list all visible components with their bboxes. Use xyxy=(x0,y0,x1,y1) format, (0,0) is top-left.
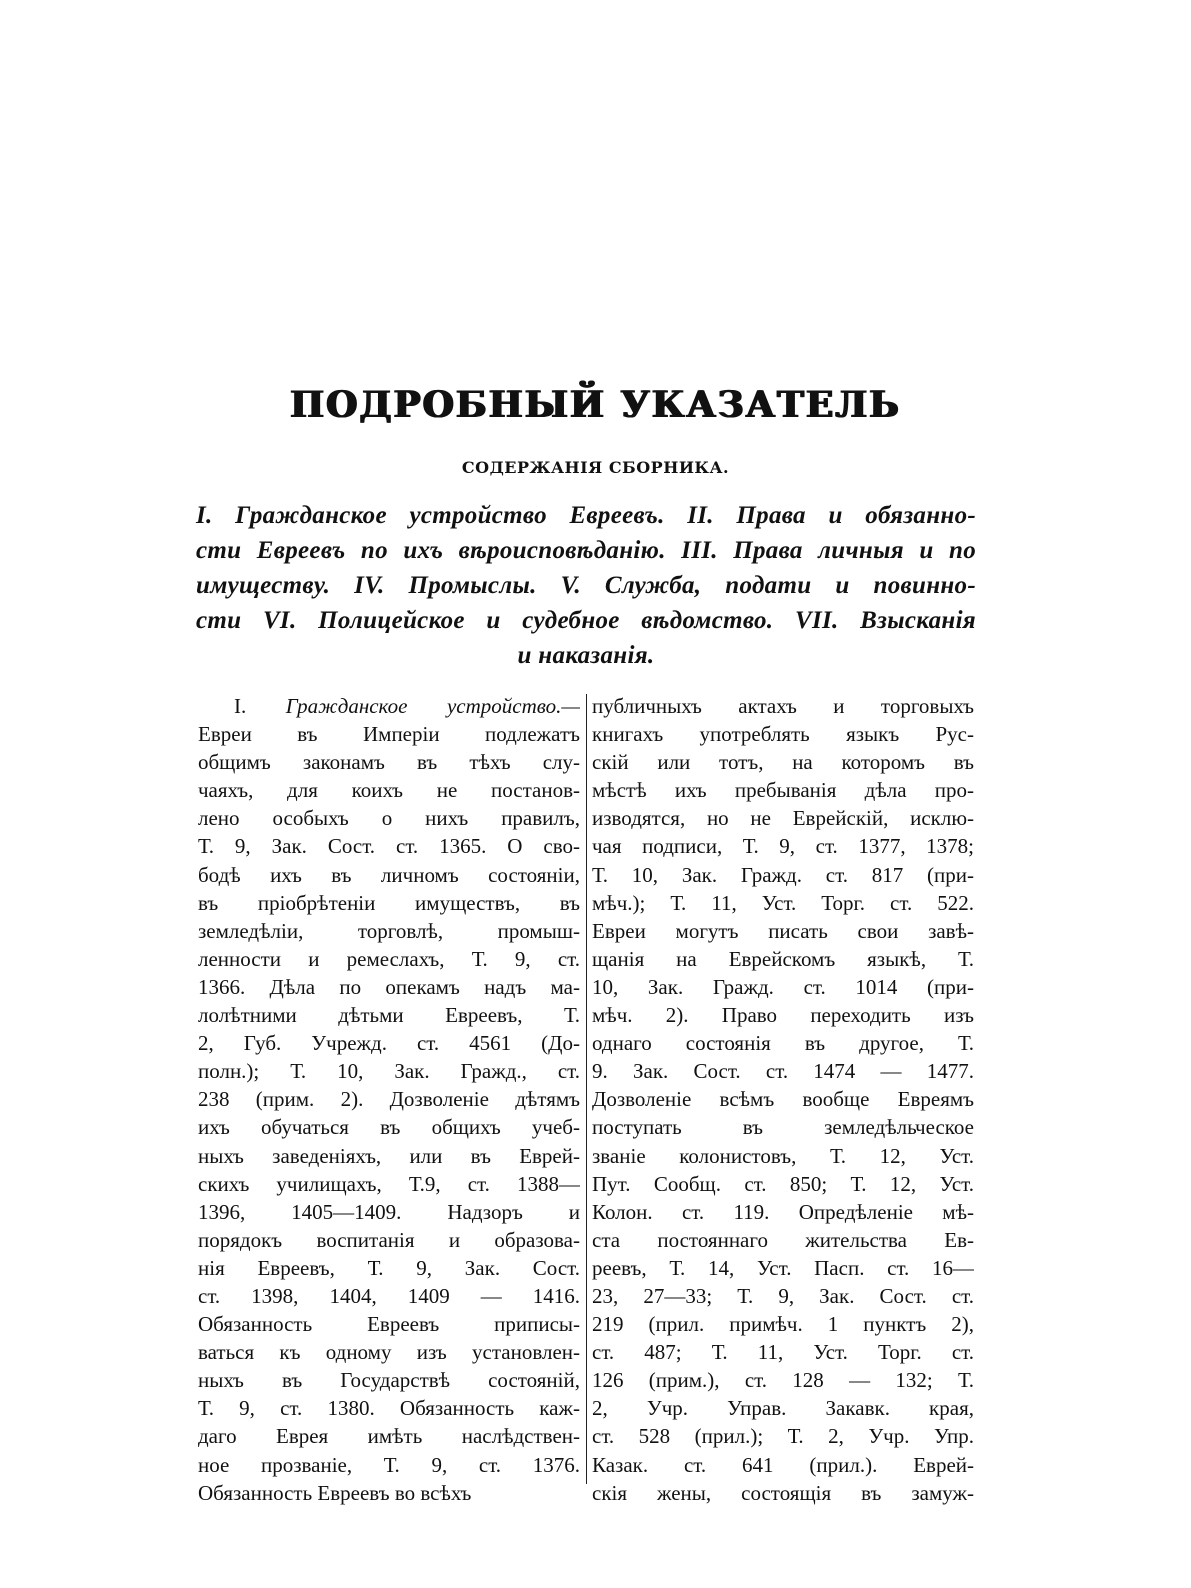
text-line: поступать въ земледѣльческое xyxy=(592,1115,974,1140)
text-line: ст. 487; Т. 11, Уст. Торг. ст. xyxy=(592,1340,974,1365)
text-line: скія жены, состоящія въ замуж- xyxy=(592,1480,974,1505)
text-line: чая подписи, Т. 9, ст. 1377, 1378; xyxy=(592,834,974,859)
text-line: 10, Зак. Гражд. ст. 1014 (при- xyxy=(592,974,974,999)
section-heading: Гражданское устройство.— xyxy=(285,694,580,718)
text-line: ихъ обучаться въ общихъ учеб- xyxy=(198,1115,580,1140)
text-line: 2, Губ. Учрежд. ст. 4561 (До- xyxy=(198,1031,580,1056)
text-line: чаяхъ, для коихъ не постанов- xyxy=(198,778,580,803)
text-line: 1366. Дѣла по опекамъ надъ ма- xyxy=(198,974,580,999)
text-line: книгахъ употреблять языкъ Рус- xyxy=(592,722,974,747)
text-line: Т. 9, Зак. Сост. ст. 1365. О сво- xyxy=(198,834,580,859)
text-line: щанія на Еврейскомъ языкѣ, Т. xyxy=(592,946,974,971)
text-line: ленности и ремеслахъ, Т. 9, ст. xyxy=(198,946,580,971)
text-line: въ пріобрѣтеніи имуществъ, въ xyxy=(198,890,580,915)
text-line: полн.); Т. 10, Зак. Гражд., ст. xyxy=(198,1059,580,1084)
text-line: бодѣ ихъ въ личномъ состояніи, xyxy=(198,862,580,887)
text-line: порядокъ воспитанія и образова- xyxy=(198,1227,580,1252)
text-line: званіе колонистовъ, Т. 12, Уст. xyxy=(592,1143,974,1168)
text-line: реевъ, Т. 14, Уст. Пасп. ст. 16— xyxy=(592,1255,974,1280)
text-line: ст. 1398, 1404, 1409 — 1416. xyxy=(198,1283,580,1308)
text-line: нія Евреевъ, Т. 9, Зак. Сост. xyxy=(198,1255,580,1280)
text-line: мѣч.); Т. 11, Уст. Торг. ст. 522. xyxy=(592,890,974,915)
text-line: лено особыхъ о нихъ правилъ, xyxy=(198,806,580,831)
text-line: ныхъ заведеніяхъ, или въ Еврей- xyxy=(198,1143,580,1168)
text-line: ныхъ въ Государствѣ состояній, xyxy=(198,1368,580,1393)
text-line: однаго состоянія въ другое, Т. xyxy=(592,1031,974,1056)
text-line: Евреи въ Имперіи подлежатъ xyxy=(198,722,580,747)
section-heading-line xyxy=(198,692,580,720)
text-line: Т. 9, ст. 1380. Обязанность каж- xyxy=(198,1396,580,1421)
left-column xyxy=(198,692,580,1507)
page-title: ПОДРОБНЫЙ УКАЗАТЕЛЬ xyxy=(290,384,901,426)
right-column xyxy=(592,692,974,1507)
contents-line: и наказанія. xyxy=(517,642,655,669)
text-line: Обязанность Евреевъ приписы- xyxy=(198,1312,580,1337)
contents-line: сти VI. Полицейское и судебное вѣдомство. VII. Взысканія xyxy=(196,607,976,634)
text-line: Т. 10, Зак. Гражд. ст. 817 (при- xyxy=(592,862,974,887)
text-line: мѣстѣ ихъ пребыванія дѣла про- xyxy=(592,778,974,803)
text-line: 238 (прим. 2). Дозволеніе дѣтямъ xyxy=(198,1087,580,1112)
text-line: даго Еврея имѣть наслѣдствен- xyxy=(198,1424,580,1449)
contents-summary xyxy=(196,498,976,673)
text-line: Обязанность Евреевъ во всѣхъ xyxy=(198,1480,472,1505)
text-line: скихъ училищахъ, Т.9, ст. 1388— xyxy=(198,1171,580,1196)
text-line: 23, 27—33; Т. 9, Зак. Сост. ст. xyxy=(592,1283,974,1308)
text-line: скій или тотъ, на которомъ въ xyxy=(592,750,974,775)
text-line: Казак. ст. 641 (прил.). Еврей- xyxy=(592,1452,974,1477)
text-line: 126 (прим.), ст. 128 — 132; Т. xyxy=(592,1368,974,1393)
text-line: земледѣліи, торговлѣ, промыш- xyxy=(198,918,580,943)
column-divider xyxy=(586,694,587,1484)
text-line: Дозволеніе всѣмъ вообще Евреямъ xyxy=(592,1087,974,1112)
contents-line: имуществу. IV. Промыслы. V. Служба, подати и повинно- xyxy=(196,572,976,599)
text-line: ст. 528 (прил.); Т. 2, Учр. Упр. xyxy=(592,1424,974,1449)
text-line: ваться къ одному изъ установлен- xyxy=(198,1340,580,1365)
section-label: I. xyxy=(234,694,247,718)
text-line: 2, Учр. Управ. Закавк. края, xyxy=(592,1396,974,1421)
contents-line: сти Евреевъ по ихъ вѣроисповѣданію. III. Права личныя и по xyxy=(196,537,976,564)
text-line: мѣч. 2). Право переходить изъ xyxy=(592,1003,974,1028)
contents-line: I. Гражданское устройство Евреевъ. II. Права и обязанно- xyxy=(196,502,976,529)
text-line: лолѣтними дѣтьми Евреевъ, Т. xyxy=(198,1003,580,1028)
text-line: Пут. Сообщ. ст. 850; Т. 12, Уст. xyxy=(592,1171,974,1196)
text-line: публичныхъ актахъ и торговыхъ xyxy=(592,694,974,718)
text-line: ста постояннаго жительства Ев- xyxy=(592,1227,974,1252)
text-line: ное прозваніе, Т. 9, ст. 1376. xyxy=(198,1452,580,1477)
text-line: общимъ законамъ въ тѣхъ слу- xyxy=(198,750,580,775)
text-line: 1396, 1405—1409. Надзоръ и xyxy=(198,1199,580,1224)
text-line: 219 (прил. примѣч. 1 пунктъ 2), xyxy=(592,1312,974,1337)
text-line: Колон. ст. 119. Опредѣленіе мѣ- xyxy=(592,1199,974,1224)
text-line: изводятся, но не Еврейскій, исклю- xyxy=(592,806,974,831)
text-line: 9. Зак. Сост. ст. 1474 — 1477. xyxy=(592,1059,974,1084)
page-subtitle: СОДЕРЖАНІЯ СБОРНИКА. xyxy=(461,458,730,477)
text-line: Евреи могутъ писать свои завѣ- xyxy=(592,918,974,943)
